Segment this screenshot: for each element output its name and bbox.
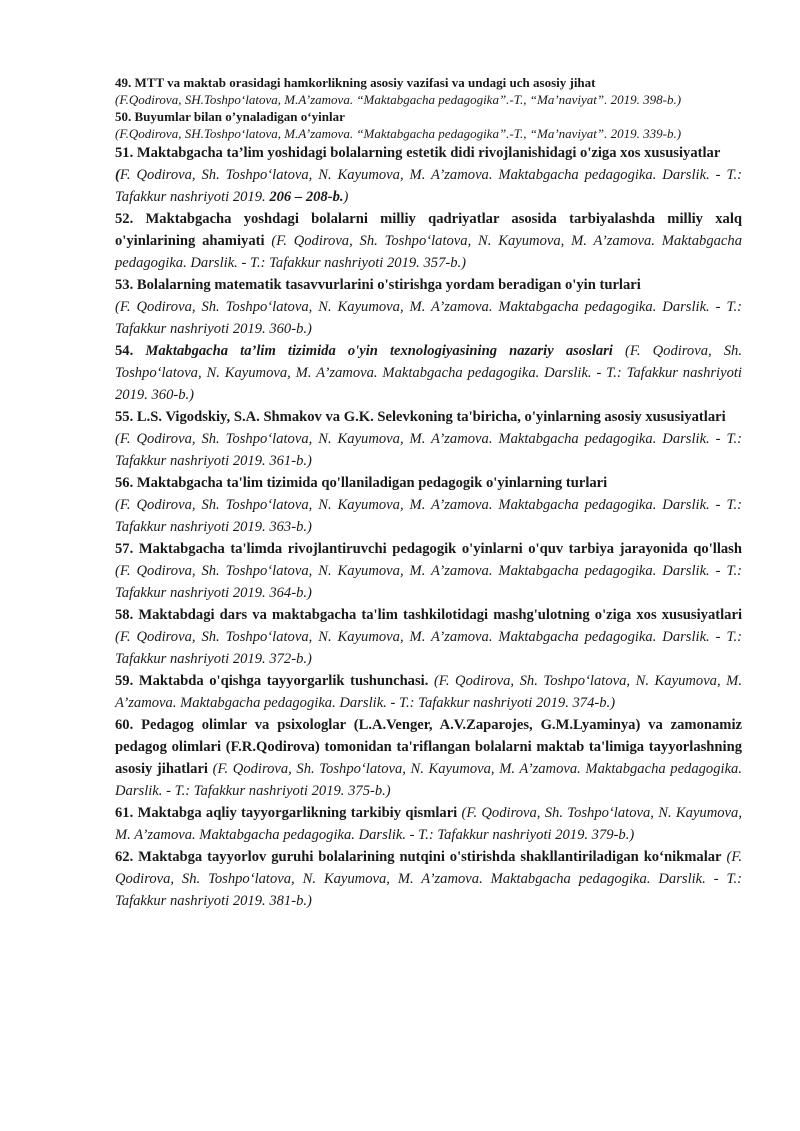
item-citation: (F. Qodirova, Sh. Toshpo‘latova, N. Kayumova, M. A’zamova. Maktabgacha pedagogika. Darslik. - T.: Tafakkur nashriyoti 2019. 372-b.) — [115, 629, 742, 667]
item-number: 52. — [115, 211, 134, 227]
item-number: 58. — [115, 607, 134, 623]
list-item — [115, 604, 742, 670]
item-citation: (F. Qodirova, Sh. Toshpo‘latova, N. Kayumova, M. A’zamova. Maktabgacha pedagogika. Darslik. - T.: Tafakkur nashriyoti 2019. 375-b.) — [115, 761, 743, 799]
list-item — [115, 406, 742, 428]
list-item — [115, 472, 742, 494]
item-citation: (F. Qodirova, Sh. Toshpo‘latova, N. Kayumova, M. A’zamova. Maktabgacha pedagogika. Darslik. - T.: Tafakkur nashriyoti 2019. 357-b.) — [115, 233, 742, 271]
item-title: Maktabgacha yoshdagi bolalarni milliy qadriyatlar asosida tarbiyalashda milliy xalq o'yinlarining ahamiyati — [115, 211, 742, 249]
list-item — [115, 142, 742, 164]
list-item — [115, 274, 742, 296]
item-citation: (F. Qodirova, Sh. Toshpo‘latova, N. Kayumova, M. A’zamova. Maktabgacha pedagogika. Darslik. - T.: Tafakkur nashriyoti 2019. 381-b.) — [115, 849, 743, 909]
item-title: Maktabga tayyorlov guruhi bolalarining nutqini o'stirishda shakllantiriladigan ko‘nikmalar — [138, 849, 722, 865]
item-number: 51. — [115, 145, 134, 161]
list-item — [115, 340, 742, 406]
item-citation: (F. Qodirova, Sh. Toshpo‘latova, N. Kayumova, M. A’zamova. Maktabgacha pedagogika. Darslik. - T.: Tafakkur nashriyoti 2019. 364-b.) — [115, 563, 742, 601]
item-citation — [115, 164, 742, 208]
item-number: 55. — [115, 409, 134, 425]
item-number: 49. — [115, 75, 132, 90]
item-title: Buyumlar bilan o’ynaladigan o‘yinlar — [134, 109, 345, 124]
item-title: Pedagog olimlar va psixologlar (L.A.Venger, A.V.Zaparojes, G.M.Lyaminya) va zamonamiz pedagog olimlari (F.R.Qodirova) tomonidan ta'riflangan bolalarni maktab ta'limiga tayyorlashning asosiy jihatlari — [115, 717, 742, 777]
citation-open: ( — [115, 167, 120, 183]
item-title: Maktabda o'qishga tayyorgarlik tushunchasi. — [138, 673, 429, 689]
item-title: Maktabgacha ta’lim tizimida o'yin texnologiyasining nazariy asoslari — [145, 343, 613, 359]
list-item — [115, 670, 742, 714]
item-title: L.S. Vigodskiy, S.A. Shmakov va G.K. Selevkoning ta'biricha, o'yinlarning asosiy xususiyatlari — [136, 409, 726, 425]
item-citation: (F. Qodirova, Sh. Toshpo‘latova, N. Kayumova, M. A’zamova. Maktabgacha pedagogika. Darslik. - T.: Tafakkur nashriyoti 2019. 379-b.) — [115, 805, 742, 843]
item-citation: (F. Qodirova, Sh. Toshpo‘latova, N. Kayumova, M. A’zamova. Maktabgacha pedagogika. Darslik. - T.: Tafakkur nashriyoti 2019. 374-b.) — [115, 673, 742, 711]
item-number: 57. — [115, 541, 134, 557]
item-citation: (F. Qodirova, Sh. Toshpo‘latova, N. Kayumova, M. A’zamova. Maktabgacha pedagogika. Darslik. - T.: Tafakkur nashriyoti 2019. 361-b.) — [115, 431, 742, 469]
item-number: 54. — [115, 343, 134, 359]
item-title: Maktabgacha ta'limda rivojlantiruvchi pedagogik o'yinlarni o'quv tarbiya jarayonida qo'llash — [138, 541, 742, 557]
item-citation: (F. Qodirova, Sh. Toshpo‘latova, N. Kayumova, M. A’zamova. Maktabgacha pedagogika. Darslik. - T.: Tafakkur nashriyoti 2019. 360-b.) — [115, 299, 742, 337]
item-citation: (F.Qodirova, SH.Toshpo‘latova, M.A’zamova. “Maktabgacha pedagogika”.-T., “Ma’naviyat”. 2019. 398-b.) — [115, 92, 682, 107]
document-page — [115, 74, 742, 912]
item-title: MTT va maktab orasidagi hamkorlikning asosiy vazifasi va undagi uch asosiy jihat — [134, 75, 596, 90]
item-number: 56. — [115, 475, 134, 491]
citation-text: F. Qodirova, Sh. Toshpo‘latova, N. Kayumova, M. A’zamova. Maktabgacha pedagogika. Darslik. - T.: Tafakkur nashriyoti 2019. — [115, 167, 742, 205]
item-title: Bolalarning matematik tasavvurlarini o'stirishga yordam beradigan o'yin turlari — [136, 277, 641, 293]
citation-pages: 206 – 208-b. — [269, 189, 344, 205]
item-citation: (F. Qodirova, Sh. Toshpo‘latova, N. Kayumova, M. A’zamova. Maktabgacha pedagogika. Darslik. - T.: Tafakkur nashriyoti 2019. 363-b.) — [115, 497, 742, 535]
item-title: Maktabdagi dars va maktabgacha ta'lim tashkilotidagi mashg'ulotning o'ziga xos xususiyatlari — [138, 607, 742, 623]
item-title: Maktabgacha ta’lim yoshidagi bolalarning estetik didi rivojlanishidagi o'ziga xos xususiyatlar — [136, 145, 721, 161]
list-item — [115, 74, 742, 91]
item-number: 62. — [115, 849, 134, 865]
item-citation: (F. Qodirova, Sh. Toshpo‘latova, N. Kayumova, M. A’zamova. Maktabgacha pedagogika. Darslik. - T.: Tafakkur nashriyoti 2019. 360-b.) — [115, 343, 742, 403]
item-number: 61. — [115, 805, 134, 821]
item-citation: (F.Qodirova, SH.Toshpo‘latova, M.A’zamova. “Maktabgacha pedagogika”.-T., “Ma’naviyat”. 2019. 339-b.) — [115, 126, 682, 141]
list-item — [115, 538, 742, 604]
item-title: Maktabga aqliy tayyorgarlikning tarkibiy qismlari — [137, 805, 458, 821]
list-item — [115, 108, 742, 125]
list-item — [115, 208, 742, 274]
item-number: 60. — [115, 717, 134, 733]
citation-close: ) — [343, 189, 349, 205]
list-item — [115, 846, 742, 912]
item-number: 53. — [115, 277, 134, 293]
item-title: Maktabgacha ta'lim tizimida qo'llaniladigan pedagogik o'yinlarning turlari — [136, 475, 608, 491]
item-number: 59. — [115, 673, 134, 689]
item-number: 50. — [115, 109, 132, 124]
list-item — [115, 714, 742, 802]
list-item — [115, 802, 742, 846]
